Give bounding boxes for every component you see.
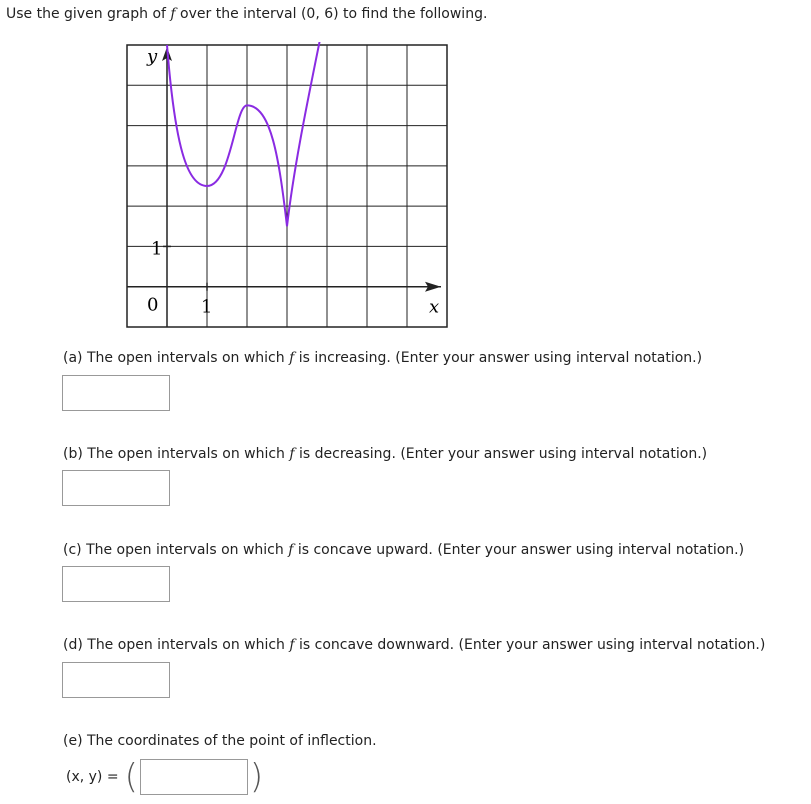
close-paren: ) bbox=[249, 757, 264, 797]
question-d-suffix: is concave downward. (Enter your answer using interval notation.) bbox=[294, 637, 766, 653]
question-e: (e) The coordinates of the point of inflection. bbox=[63, 733, 377, 749]
graph-canvas bbox=[124, 42, 454, 334]
instructions bbox=[6, 6, 487, 22]
question-a-suffix: is increasing. (Enter your answer using interval notation.) bbox=[294, 350, 703, 366]
question-a bbox=[63, 350, 702, 366]
y-axis-label: y bbox=[147, 46, 158, 67]
coordinate-label: (x, y) = bbox=[66, 769, 119, 785]
function-name: f bbox=[170, 6, 176, 22]
instructions-tail: over the interval (0, 6) to find the following. bbox=[175, 6, 488, 22]
question-c-suffix: is concave upward. (Enter your answer using interval notation.) bbox=[293, 542, 745, 558]
x-tick-label: 1 bbox=[201, 296, 213, 318]
inflection-point-row bbox=[66, 757, 265, 797]
question-c-prefix: (c) The open intervals on which bbox=[63, 542, 289, 558]
answer-c-input[interactable] bbox=[62, 566, 170, 602]
answer-e-input[interactable] bbox=[140, 759, 248, 795]
y-tick-label: 1 bbox=[151, 238, 163, 260]
question-b-suffix: is decreasing. (Enter your answer using interval notation.) bbox=[294, 446, 708, 462]
question-d-prefix: (d) The open intervals on which bbox=[63, 637, 290, 653]
open-paren: ( bbox=[124, 757, 138, 797]
question-a-function: f bbox=[289, 350, 295, 366]
function-graph bbox=[124, 42, 454, 334]
question-b-function: f bbox=[289, 446, 295, 462]
answer-a-input[interactable] bbox=[62, 375, 170, 411]
question-d-function: f bbox=[289, 637, 295, 653]
origin-label: 0 bbox=[147, 294, 159, 316]
x-axis-label: x bbox=[429, 296, 440, 318]
answer-b-input[interactable] bbox=[62, 470, 170, 506]
question-b-prefix: (b) The open intervals on which bbox=[63, 446, 290, 462]
question-c-function: f bbox=[288, 542, 294, 558]
question-c bbox=[63, 542, 744, 558]
question-b bbox=[63, 446, 707, 462]
instructions-lead: Use the given graph of bbox=[6, 6, 171, 22]
answer-d-input[interactable] bbox=[62, 662, 170, 698]
question-d bbox=[63, 637, 765, 653]
question-a-prefix: (a) The open intervals on which bbox=[63, 350, 290, 366]
